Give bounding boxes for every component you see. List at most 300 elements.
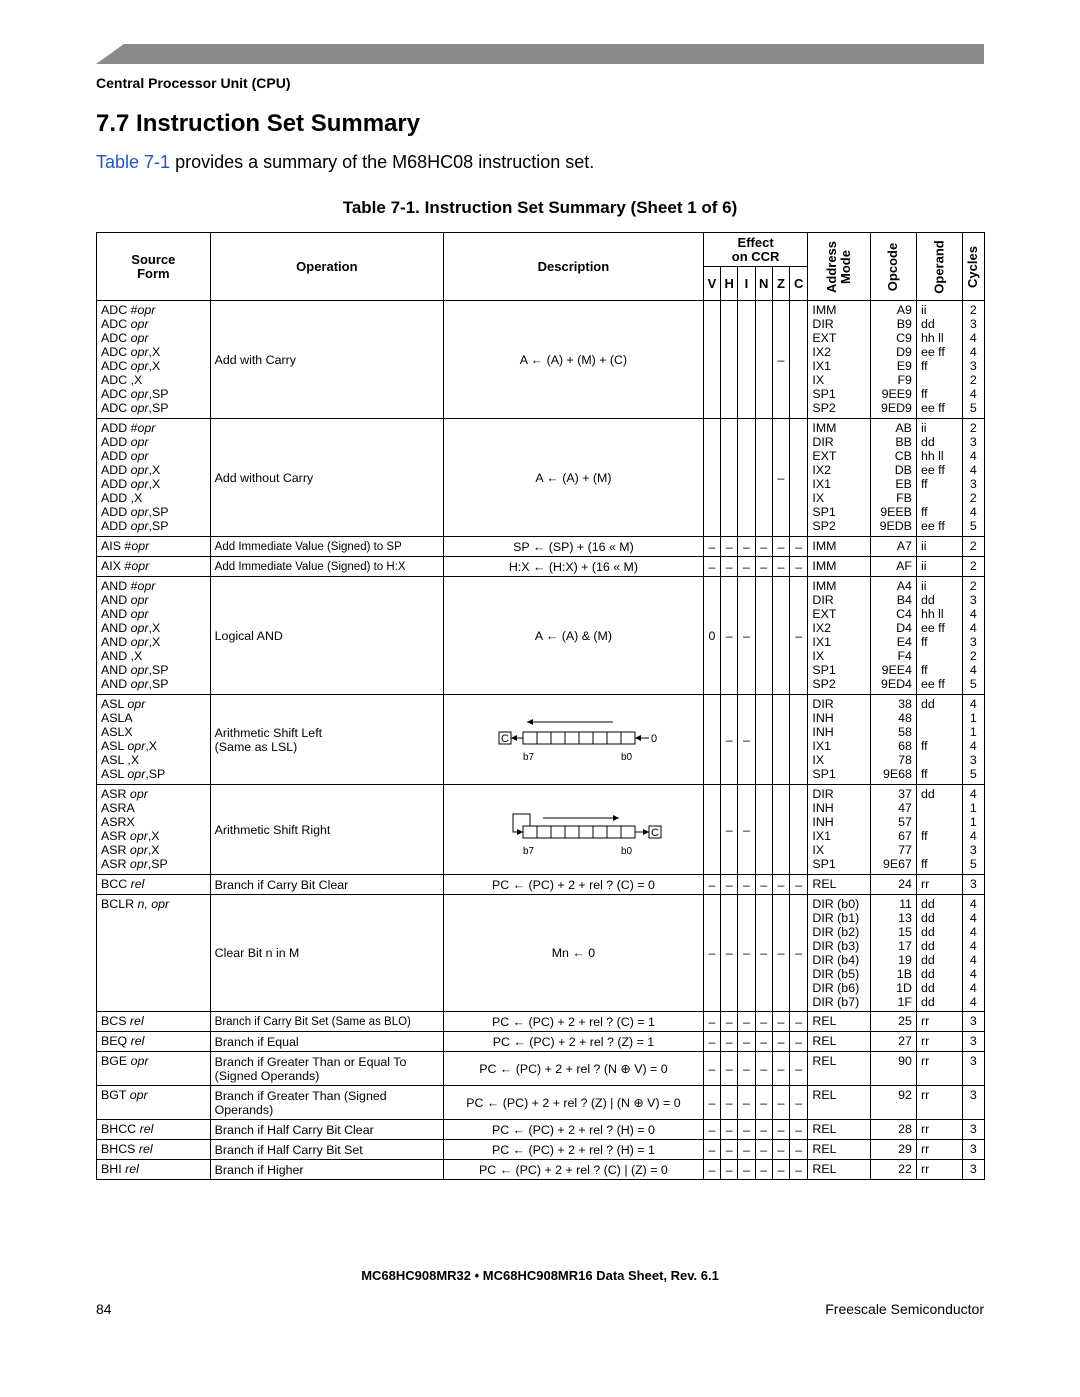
operand: ff bbox=[920, 477, 928, 491]
address-mode: DIR (b4) bbox=[812, 953, 860, 967]
source-form: ADD opr bbox=[101, 435, 149, 449]
address-mode-cell bbox=[808, 1140, 871, 1160]
opcode: 22 bbox=[898, 1162, 912, 1176]
ccr-effect-i: – bbox=[738, 695, 755, 785]
operation-text: Arithmetic Shift Right bbox=[214, 822, 331, 837]
opcode: EB bbox=[895, 477, 912, 491]
ccr-effect-c bbox=[790, 419, 808, 537]
table-row bbox=[97, 695, 985, 785]
operand: dd bbox=[920, 593, 935, 607]
ccr-effect-h: – bbox=[721, 557, 738, 577]
description-cell bbox=[444, 1012, 704, 1032]
cycles: 2 bbox=[969, 303, 977, 317]
operand-cell bbox=[916, 419, 962, 537]
operand: dd bbox=[920, 981, 935, 995]
b0-label: b0 bbox=[621, 751, 633, 763]
opcode: 78 bbox=[898, 753, 912, 767]
address-mode-cell bbox=[808, 1052, 871, 1086]
ccr-effect-h: – bbox=[721, 1160, 738, 1180]
opcode: AF bbox=[896, 559, 912, 573]
opcode: 9E68 bbox=[883, 767, 912, 781]
operation-text: Branch if Carry Bit Clear bbox=[214, 877, 349, 892]
operand-cell bbox=[916, 537, 962, 557]
operation-text: Add with Carry bbox=[214, 352, 296, 367]
cycles: 2 bbox=[969, 421, 977, 435]
chapter-header: Central Processor Unit (CPU) bbox=[96, 75, 291, 91]
operand: ii bbox=[920, 303, 927, 317]
header-operation: Operation bbox=[210, 233, 443, 301]
source-form-cell bbox=[97, 1140, 211, 1160]
opcode: B9 bbox=[896, 317, 912, 331]
cycles: 5 bbox=[969, 767, 977, 781]
ccr-effect-c: – bbox=[790, 1160, 808, 1180]
ccr-effect-i: – bbox=[738, 1120, 755, 1140]
table-row bbox=[97, 557, 985, 577]
ccr-effect-n: – bbox=[755, 1052, 772, 1086]
opcode: 1B bbox=[896, 967, 912, 981]
source-form: ADD opr,SP bbox=[101, 505, 169, 519]
operand: dd bbox=[920, 911, 935, 925]
opcode: B4 bbox=[896, 593, 912, 607]
cycles: 4 bbox=[969, 967, 977, 981]
address-mode: DIR (b6) bbox=[812, 981, 860, 995]
table-row bbox=[97, 1086, 985, 1120]
cycles: 4 bbox=[969, 505, 977, 519]
operand: dd bbox=[920, 897, 935, 911]
cycles: 4 bbox=[969, 697, 977, 711]
opcode: 92 bbox=[898, 1088, 912, 1102]
table-row bbox=[97, 577, 985, 695]
operand: ii bbox=[920, 579, 927, 593]
ccr-effect-h bbox=[721, 301, 738, 419]
operation-cell bbox=[210, 695, 443, 785]
operation-text: Branch if Half Carry Bit Clear bbox=[214, 1122, 374, 1137]
source-form: ASR opr bbox=[101, 787, 148, 801]
opcode-cell bbox=[871, 695, 917, 785]
description-cell bbox=[444, 1160, 704, 1180]
description-text: H:X ← (H:X) + (16 « M) bbox=[508, 559, 638, 574]
source-form: BCS rel bbox=[101, 1014, 144, 1028]
ccr-effect-z: – bbox=[772, 875, 789, 895]
opcode: 9EDB bbox=[879, 519, 912, 533]
table-row bbox=[97, 419, 985, 537]
opcode: 25 bbox=[898, 1014, 912, 1028]
operation-cell bbox=[210, 557, 443, 577]
operation-text: Logical AND bbox=[214, 628, 283, 643]
cycles: 2 bbox=[969, 649, 977, 663]
cycles: 3 bbox=[969, 843, 977, 857]
operation-cell bbox=[210, 1120, 443, 1140]
description-text: PC ← (PC) + 2 + rel ? (C) = 0 bbox=[492, 877, 655, 892]
description-text: A ← (A) & (M) bbox=[534, 628, 612, 643]
opcode: A4 bbox=[896, 579, 912, 593]
source-form: ASR opr,X bbox=[101, 843, 160, 857]
opcode: 1D bbox=[896, 981, 912, 995]
source-form-cell bbox=[97, 577, 211, 695]
ccr-effect-i: – bbox=[738, 895, 755, 1012]
source-form: BHCC rel bbox=[101, 1122, 154, 1136]
carry-label: C bbox=[501, 732, 510, 745]
header-ccr-c: C bbox=[790, 267, 808, 301]
table-row bbox=[97, 895, 985, 1012]
cycles: 3 bbox=[969, 593, 977, 607]
operation-text: Branch if Half Carry Bit Set bbox=[214, 1142, 363, 1157]
opcode-cell bbox=[871, 1140, 917, 1160]
description-cell bbox=[444, 577, 704, 695]
opcode-cell bbox=[871, 1052, 917, 1086]
source-form-cell bbox=[97, 301, 211, 419]
operand-cell bbox=[916, 577, 962, 695]
header-ccr-i: I bbox=[738, 267, 755, 301]
operand: dd bbox=[920, 995, 935, 1009]
opcode-cell bbox=[871, 1120, 917, 1140]
operand-cell bbox=[916, 1086, 962, 1120]
source-form: ASR opr,SP bbox=[101, 857, 168, 871]
source-form: ADC opr,X bbox=[101, 359, 161, 373]
ccr-effect-c: – bbox=[790, 1032, 808, 1052]
operand: ff bbox=[920, 829, 928, 843]
address-mode: IX bbox=[812, 649, 825, 663]
opcode-cell bbox=[871, 1012, 917, 1032]
address-mode: EXT bbox=[812, 449, 837, 463]
source-form: ASLA bbox=[101, 711, 133, 725]
operand: hh ll bbox=[920, 607, 944, 621]
ccr-effect-n: – bbox=[755, 1160, 772, 1180]
opcode: 38 bbox=[898, 697, 912, 711]
address-mode-cell bbox=[808, 419, 871, 537]
operand: rr bbox=[920, 1162, 930, 1176]
cycles-cell bbox=[962, 1160, 984, 1180]
description-cell bbox=[444, 537, 704, 557]
table-row bbox=[97, 1052, 985, 1086]
source-form-cell bbox=[97, 1086, 211, 1120]
operation-cell bbox=[210, 301, 443, 419]
ccr-effect-h: – bbox=[721, 537, 738, 557]
ccr-effect-z: – bbox=[772, 1012, 789, 1032]
cycles: 2 bbox=[969, 539, 977, 553]
cycles: 4 bbox=[969, 607, 977, 621]
address-mode: DIR (b2) bbox=[812, 925, 860, 939]
ccr-effect-h: – bbox=[721, 695, 738, 785]
source-form: ADC opr bbox=[101, 331, 149, 345]
cycles: 4 bbox=[969, 387, 977, 401]
ccr-effect-n bbox=[755, 577, 772, 695]
opcode: DB bbox=[894, 463, 912, 477]
instruction-table bbox=[96, 232, 985, 1180]
source-form-cell bbox=[97, 695, 211, 785]
cycles: 4 bbox=[969, 829, 977, 843]
ccr-effect-c bbox=[790, 695, 808, 785]
ccr-effect-i: – bbox=[738, 1032, 755, 1052]
operation-cell bbox=[210, 577, 443, 695]
opcode: 47 bbox=[898, 801, 912, 815]
address-mode: DIR (b7) bbox=[812, 995, 860, 1009]
b7-label: b7 bbox=[523, 845, 535, 857]
table-title: Table 7-1. Instruction Set Summary (Sheet 1 of 6) bbox=[342, 198, 738, 217]
address-mode: INH bbox=[812, 801, 834, 815]
header-cycles: Cycles bbox=[962, 233, 984, 301]
address-mode: DIR bbox=[812, 593, 834, 607]
opcode: 17 bbox=[898, 939, 912, 953]
operand bbox=[921, 801, 958, 815]
address-mode: EXT bbox=[812, 607, 837, 621]
ccr-effect-n: – bbox=[755, 895, 772, 1012]
address-mode: IX1 bbox=[812, 359, 831, 373]
ccr-effect-z: – bbox=[772, 1140, 789, 1160]
ccr-effect-n: – bbox=[755, 875, 772, 895]
ccr-effect-z: – bbox=[772, 895, 789, 1012]
operation-cell bbox=[210, 785, 443, 875]
source-form: BCLR n, opr bbox=[101, 897, 170, 911]
operation-cell bbox=[210, 875, 443, 895]
ccr-effect-v: – bbox=[703, 1012, 720, 1032]
ccr-effect-v: – bbox=[703, 875, 720, 895]
address-mode: SP1 bbox=[812, 767, 836, 781]
source-form: ADD opr,X bbox=[101, 463, 161, 477]
ccr-effect-h: – bbox=[721, 1086, 738, 1120]
page-number: 84 bbox=[96, 1301, 112, 1317]
operand bbox=[921, 843, 958, 857]
operand: ii bbox=[920, 421, 927, 435]
ccr-effect-v: – bbox=[703, 895, 720, 1012]
opcode: 9EE4 bbox=[881, 663, 912, 677]
cycles: 5 bbox=[969, 519, 977, 533]
opcode: 67 bbox=[898, 829, 912, 843]
operand-cell bbox=[916, 1160, 962, 1180]
source-form: AND opr,X bbox=[101, 621, 161, 635]
ccr-effect-h: – bbox=[721, 1032, 738, 1052]
ccr-effect-n: – bbox=[755, 1032, 772, 1052]
source-form: ADC #opr bbox=[101, 303, 156, 317]
shift-right-diagram bbox=[483, 800, 663, 860]
address-mode: IMM bbox=[812, 539, 837, 553]
ccr-effect-n: – bbox=[755, 557, 772, 577]
operand-cell bbox=[916, 785, 962, 875]
source-form: AND ,X bbox=[101, 649, 143, 663]
cycles: 3 bbox=[969, 1162, 977, 1176]
source-form: AND opr,X bbox=[101, 635, 161, 649]
header-bar bbox=[96, 44, 984, 64]
operand: ff bbox=[920, 635, 928, 649]
source-form: ASL opr,X bbox=[101, 739, 158, 753]
cycles: 3 bbox=[969, 1054, 977, 1068]
operand: hh ll bbox=[920, 331, 944, 345]
opcode: 9E67 bbox=[883, 857, 912, 871]
cycles-cell bbox=[962, 557, 984, 577]
opcode: D9 bbox=[896, 345, 912, 359]
cycles: 4 bbox=[969, 925, 977, 939]
operand: ff bbox=[920, 857, 928, 871]
ccr-effect-z: – bbox=[772, 301, 789, 419]
description-text: SP ← (SP) + (16 « M) bbox=[513, 539, 634, 554]
source-form-cell bbox=[97, 1160, 211, 1180]
opcode: E4 bbox=[896, 635, 912, 649]
ccr-effect-c: – bbox=[790, 875, 808, 895]
cycles: 1 bbox=[969, 725, 977, 739]
opcode: 90 bbox=[898, 1054, 912, 1068]
description-cell bbox=[444, 1032, 704, 1052]
opcode-cell bbox=[871, 557, 917, 577]
cycles-cell bbox=[962, 875, 984, 895]
ccr-effect-z: – bbox=[772, 1052, 789, 1086]
operand-cell bbox=[916, 557, 962, 577]
cycles: 3 bbox=[969, 1088, 977, 1102]
address-mode: DIR bbox=[812, 435, 834, 449]
cycles: 2 bbox=[969, 559, 977, 573]
footer-company: Freescale Semiconductor bbox=[825, 1301, 984, 1317]
opcode: 9EEB bbox=[880, 505, 912, 519]
source-form: AND opr bbox=[101, 593, 149, 607]
address-mode-cell bbox=[808, 557, 871, 577]
operand-cell bbox=[916, 1052, 962, 1086]
table-link[interactable]: Table 7-1 bbox=[96, 152, 171, 172]
source-form-cell bbox=[97, 419, 211, 537]
operand-cell bbox=[916, 875, 962, 895]
address-mode: IMM bbox=[812, 579, 837, 593]
operand: dd bbox=[920, 925, 935, 939]
address-mode: SP2 bbox=[812, 519, 836, 533]
ccr-effect-i: – bbox=[738, 577, 755, 695]
operation-cell bbox=[210, 419, 443, 537]
ccr-effect-i: – bbox=[738, 1012, 755, 1032]
source-form: ADD #opr bbox=[101, 421, 156, 435]
cycles: 2 bbox=[969, 491, 977, 505]
operand: ee ff bbox=[920, 401, 945, 415]
operand-cell bbox=[916, 895, 962, 1012]
source-form: ADC opr,SP bbox=[101, 387, 169, 401]
address-mode: IX1 bbox=[812, 635, 831, 649]
address-mode-cell bbox=[808, 1160, 871, 1180]
cycles: 1 bbox=[969, 801, 977, 815]
description-cell bbox=[444, 785, 704, 875]
header-operand: Operand bbox=[916, 233, 962, 301]
ccr-effect-v: – bbox=[703, 537, 720, 557]
cycles: 3 bbox=[969, 1014, 977, 1028]
operation-text: Branch if Carry Bit Set (Same as BLO) bbox=[214, 1015, 411, 1028]
operation-text: Add without Carry bbox=[214, 470, 314, 485]
description-cell bbox=[444, 1086, 704, 1120]
source-form-cell bbox=[97, 875, 211, 895]
table-row bbox=[97, 785, 985, 875]
operand-cell bbox=[916, 1120, 962, 1140]
opcode: 28 bbox=[898, 1122, 912, 1136]
ccr-effect-c bbox=[790, 785, 808, 875]
opcode: BB bbox=[895, 435, 912, 449]
opcode: F9 bbox=[897, 373, 912, 387]
cycles: 4 bbox=[969, 463, 977, 477]
operand bbox=[921, 373, 958, 387]
ccr-effect-z: – bbox=[772, 1032, 789, 1052]
address-mode: INH bbox=[812, 725, 834, 739]
address-mode: SP2 bbox=[812, 677, 836, 691]
opcode: 68 bbox=[898, 739, 912, 753]
opcode: AB bbox=[895, 421, 912, 435]
address-mode-cell bbox=[808, 1012, 871, 1032]
shift-left-diagram bbox=[483, 710, 663, 770]
ccr-effect-v: – bbox=[703, 1052, 720, 1086]
ccr-effect-v bbox=[703, 785, 720, 875]
operand: ee ff bbox=[920, 463, 945, 477]
operand: ii bbox=[920, 539, 927, 553]
address-mode: IMM bbox=[812, 303, 837, 317]
cycles: 3 bbox=[969, 1034, 977, 1048]
ccr-effect-n: – bbox=[755, 1120, 772, 1140]
header-ccr-z: Z bbox=[772, 267, 789, 301]
opcode: 9ED9 bbox=[880, 401, 912, 415]
table-row bbox=[97, 875, 985, 895]
description-cell bbox=[444, 1052, 704, 1086]
table-row bbox=[97, 1120, 985, 1140]
cycles-cell bbox=[962, 1086, 984, 1120]
ccr-effect-n: – bbox=[755, 537, 772, 557]
ccr-effect-c: – bbox=[790, 1012, 808, 1032]
opcode: C4 bbox=[896, 607, 912, 621]
cycles-cell bbox=[962, 577, 984, 695]
operand: dd bbox=[920, 697, 935, 711]
opcode-cell bbox=[871, 1160, 917, 1180]
source-form-cell bbox=[97, 1012, 211, 1032]
cycles: 4 bbox=[969, 787, 977, 801]
source-form: BHCS rel bbox=[101, 1142, 153, 1156]
cycles: 1 bbox=[969, 711, 977, 725]
source-form: BGT opr bbox=[101, 1088, 148, 1102]
opcode: D4 bbox=[896, 621, 912, 635]
source-form: ASL opr,SP bbox=[101, 767, 166, 781]
ccr-effect-c: – bbox=[790, 1086, 808, 1120]
opcode: 11 bbox=[899, 897, 912, 911]
header-ccr-n: N bbox=[755, 267, 772, 301]
source-form: ADC opr bbox=[101, 317, 149, 331]
description-text: PC ← (PC) + 2 + rel ? (N ⊕ V) = 0 bbox=[479, 1061, 668, 1076]
b7-label: b7 bbox=[523, 751, 535, 763]
address-mode-cell bbox=[808, 537, 871, 557]
zero-label: 0 bbox=[651, 732, 658, 745]
cycles: 4 bbox=[969, 331, 977, 345]
address-mode-cell bbox=[808, 895, 871, 1012]
cycles: 3 bbox=[969, 435, 977, 449]
address-mode-cell bbox=[808, 577, 871, 695]
operand bbox=[921, 753, 958, 767]
ccr-effect-v bbox=[703, 695, 720, 785]
address-mode-cell bbox=[808, 875, 871, 895]
opcode-cell bbox=[871, 785, 917, 875]
source-form: BGE opr bbox=[101, 1054, 149, 1068]
cycles-cell bbox=[962, 785, 984, 875]
operation-text-2: (Signed Operands) bbox=[214, 1068, 320, 1083]
cycles-cell bbox=[962, 1140, 984, 1160]
address-mode: DIR (b1) bbox=[812, 911, 860, 925]
operand: ff bbox=[920, 663, 928, 677]
operation-cell bbox=[210, 1160, 443, 1180]
address-mode: IMM bbox=[812, 559, 837, 573]
opcode: 27 bbox=[898, 1034, 912, 1048]
source-form: ASR opr,X bbox=[101, 829, 160, 843]
operation-cell bbox=[210, 1052, 443, 1086]
description-cell bbox=[444, 695, 704, 785]
operation-text-2: (Same as LSL) bbox=[214, 739, 298, 754]
intro-text: provides a summary of the M68HC08 instruction set. bbox=[170, 152, 595, 172]
description-text: A ← (A) + (M) + (C) bbox=[519, 352, 628, 367]
description-text: Mn ← 0 bbox=[551, 946, 596, 960]
cycles: 2 bbox=[969, 373, 977, 387]
opcode: CB bbox=[894, 449, 912, 463]
ccr-effect-v: – bbox=[703, 1140, 720, 1160]
address-mode: IX bbox=[812, 491, 825, 505]
description-text: PC ← (PC) + 2 + rel ? (Z) = 1 bbox=[492, 1034, 655, 1049]
ccr-effect-v: – bbox=[703, 1032, 720, 1052]
address-mode: SP1 bbox=[812, 663, 836, 677]
operand: ff bbox=[920, 739, 928, 753]
